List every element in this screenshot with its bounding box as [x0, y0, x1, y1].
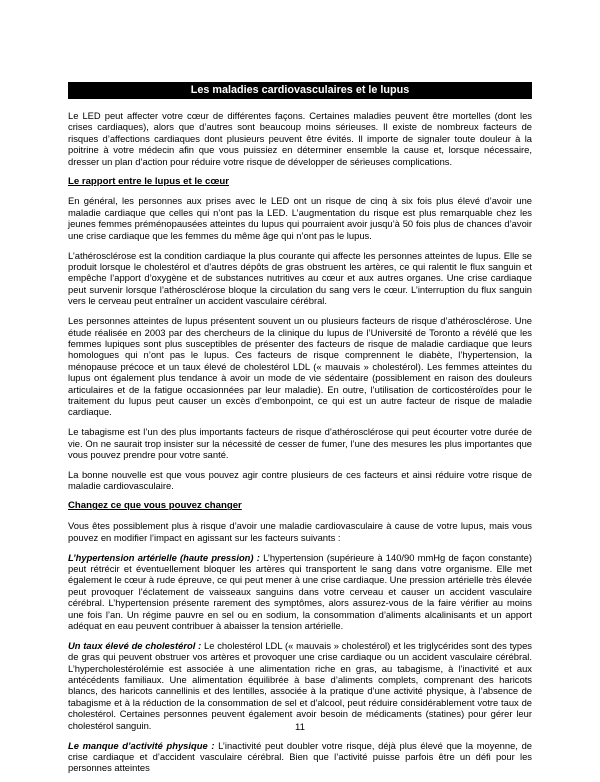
document-title-bar: Les maladies cardiovasculaires et le lupus [68, 82, 532, 99]
paragraph-facteurs-intro: Vous êtes possiblement plus à risque d’avoir une maladie cardiovasculaire à cause de votre lupus, mais vous pouvez en modifier l’impact en agissant sur les facteurs suivants : [68, 520, 532, 543]
paragraph-body-hypertension: L’hypertension (supérieure à 140/90 mmHg de façon constante) peut rétrécir et éventuellement bloquer les artères qui transportent le sang dans votre organisme. Elle met également le cœur à rude épreuve, ce qui peut mener à une crise cardiaque. Une pression artérielle très élevée peut provoquer l’éclatement de vaisseaux sanguins dans votre cerveau et causer un accident vasculaire cérébral. L’hypertension présente rarement des symptômes, alors assurez-vous de la faire vérifier au moins une fois l’an. Un régime pauvre en sel ou en sodium, la consommation d’aliments alcalinisants et un apport adéquat en eau peuvent contribuer à abaisser la tension artérielle. [68, 551, 532, 631]
paragraph-bonne-nouvelle: La bonne nouvelle est que vous pouvez agir contre plusieurs de ces facteurs et ainsi réduire votre risque de maladie cardiovasculaire. [68, 468, 532, 492]
paragraph-lead-hypertension: L’hypertension artérielle (haute pression) : [68, 551, 264, 563]
paragraph-inactivite [68, 740, 532, 774]
paragraph-body-inactivite: L’inactivité peut doubler votre risque, déjà plus élevé que la moyenne, de crise cardiaque et d’accident vasculaire cérébral. Bien que l’activité puisse parfois être un défi pour les personnes atteintes [68, 739, 533, 774]
document-page [68, 82, 532, 782]
page-number: 11 [295, 722, 305, 733]
paragraph-cholesterol [68, 640, 532, 731]
paragraph-lead-inactivite: Le manque d’activité physique : [68, 739, 219, 751]
paragraph-hypertension [68, 552, 532, 632]
paragraph-lead-cholesterol: Un taux élevé de cholestérol : [68, 639, 205, 651]
section-heading-changez: Changez ce que vous pouvez changer [68, 500, 242, 512]
paragraph-etude-toronto: Les personnes atteintes de lupus présentent souvent un ou plusieurs facteurs de risque d’athérosclérose. Une étude réalisée en 2003 par des chercheurs de la clinique du lupus de l’Université de Toronto a révélé que les femmes lupiques sont plus susceptibles de présenter des facteurs de risque de maladie cardiaque que leurs homologues qui n’ont pas le lupus. Ces facteurs de risque comprennent le diabète, l’hypertension, la ménopause précoce et un taux élevé de cholestérol LDL (« mauvais » cholestérol). Les femmes atteintes du lupus ont également plus tendance à avoir un mode de vie sédentaire (possiblement en raison des douleurs articulaires et de la fatigue occasionnées par leur maladie). En outre, l’utilisation de corticostéroïdes pour le traitement du lupus peut causer un excès d’embonpoint, ce qui est un autre facteur de risque de maladie cardiaque. [68, 315, 532, 418]
paragraph-atherosclerose: L’athérosclérose est la condition cardiaque la plus courante qui affecte les personnes atteintes de lupus. Elle se produit lorsque le cholestérol et d’autres dépôts de gras obstruent les artères, ce qui ralentit le flux sanguin et empêche l’apport d’oxygène et de substances nutritives au cœur et aux autres organes. Une crise cardiaque peut survenir lorsque l’athérosclérose bloque la circulation du sang vers le cœur. L’interruption du flux sanguin vers le cerveau peut entraîner un accident vasculaire cérébral. [68, 249, 532, 307]
paragraph-tabagisme: Le tabagisme est l’un des plus importants facteurs de risque d’athérosclérose qui peut écourter votre durée de vie. On ne saurait trop insister sur la nécessité de cesser de fumer, l’une des mesures les plus importantes que vous pouvez prendre pour votre santé. [68, 426, 532, 461]
intro-paragraph: Le LED peut affecter votre cœur de différentes façons. Certaines maladies peuvent être mortelles (dont les crises cardiaques), alors que d’autres sont beaucoup moins sérieuses. Il existe de nombreux facteurs de risques d’affections cardiaques dont plusieurs peuvent être évités. Il importe de signaler toute douleur à la poitrine à votre médecin afin que vous puissiez en déterminer ensemble la cause et, lorsque nécessaire, dresser un plan d’action pour réduire votre risque de développer de sérieuses complications. [68, 110, 532, 167]
section-heading-rapport-lupus-coeur: Le rapport entre le lupus et le cœur [68, 175, 229, 187]
paragraph-body-cholesterol: Le cholestérol LDL (« mauvais » cholestérol) et les triglycérides sont des types de gras qui peuvent obstruer vos artères et provoquer une crise cardiaque ou un accident vasculaire cérébral. L’hypercholestérolémie est associée à une alimentation riche en gras, au tabagisme, à l’inactivité et aux antécédents familiaux. Une alimentation équilibrée à base d’aliments complets, comprenant des haricots blancs, des haricots cannellinis et des lentilles, associée à la pratique d’une activité physique, à l’absence de tabagisme et à la réduction de la consommation de sel et d’alcool, peut réduire considérablement votre taux de cholestérol. Certaines personnes peuvent également avoir besoin de médicaments (statines) pour gérer leur cholestérol sanguin. [68, 639, 532, 731]
paragraph-risque-general: En général, les personnes aux prises avec le LED ont un risque de cinq à six fois plus élevé d’avoir une maladie cardiaque que celles qui n’ont pas la LED. L’augmentation du risque est plus remarquable chez les jeunes femmes préménopausées atteintes du lupus qui pourraient avoir jusqu’à 50 fois plus de chances d’avoir une crise cardiaque que les femmes du même âge qui n’ont pas le lupus. [68, 195, 532, 241]
